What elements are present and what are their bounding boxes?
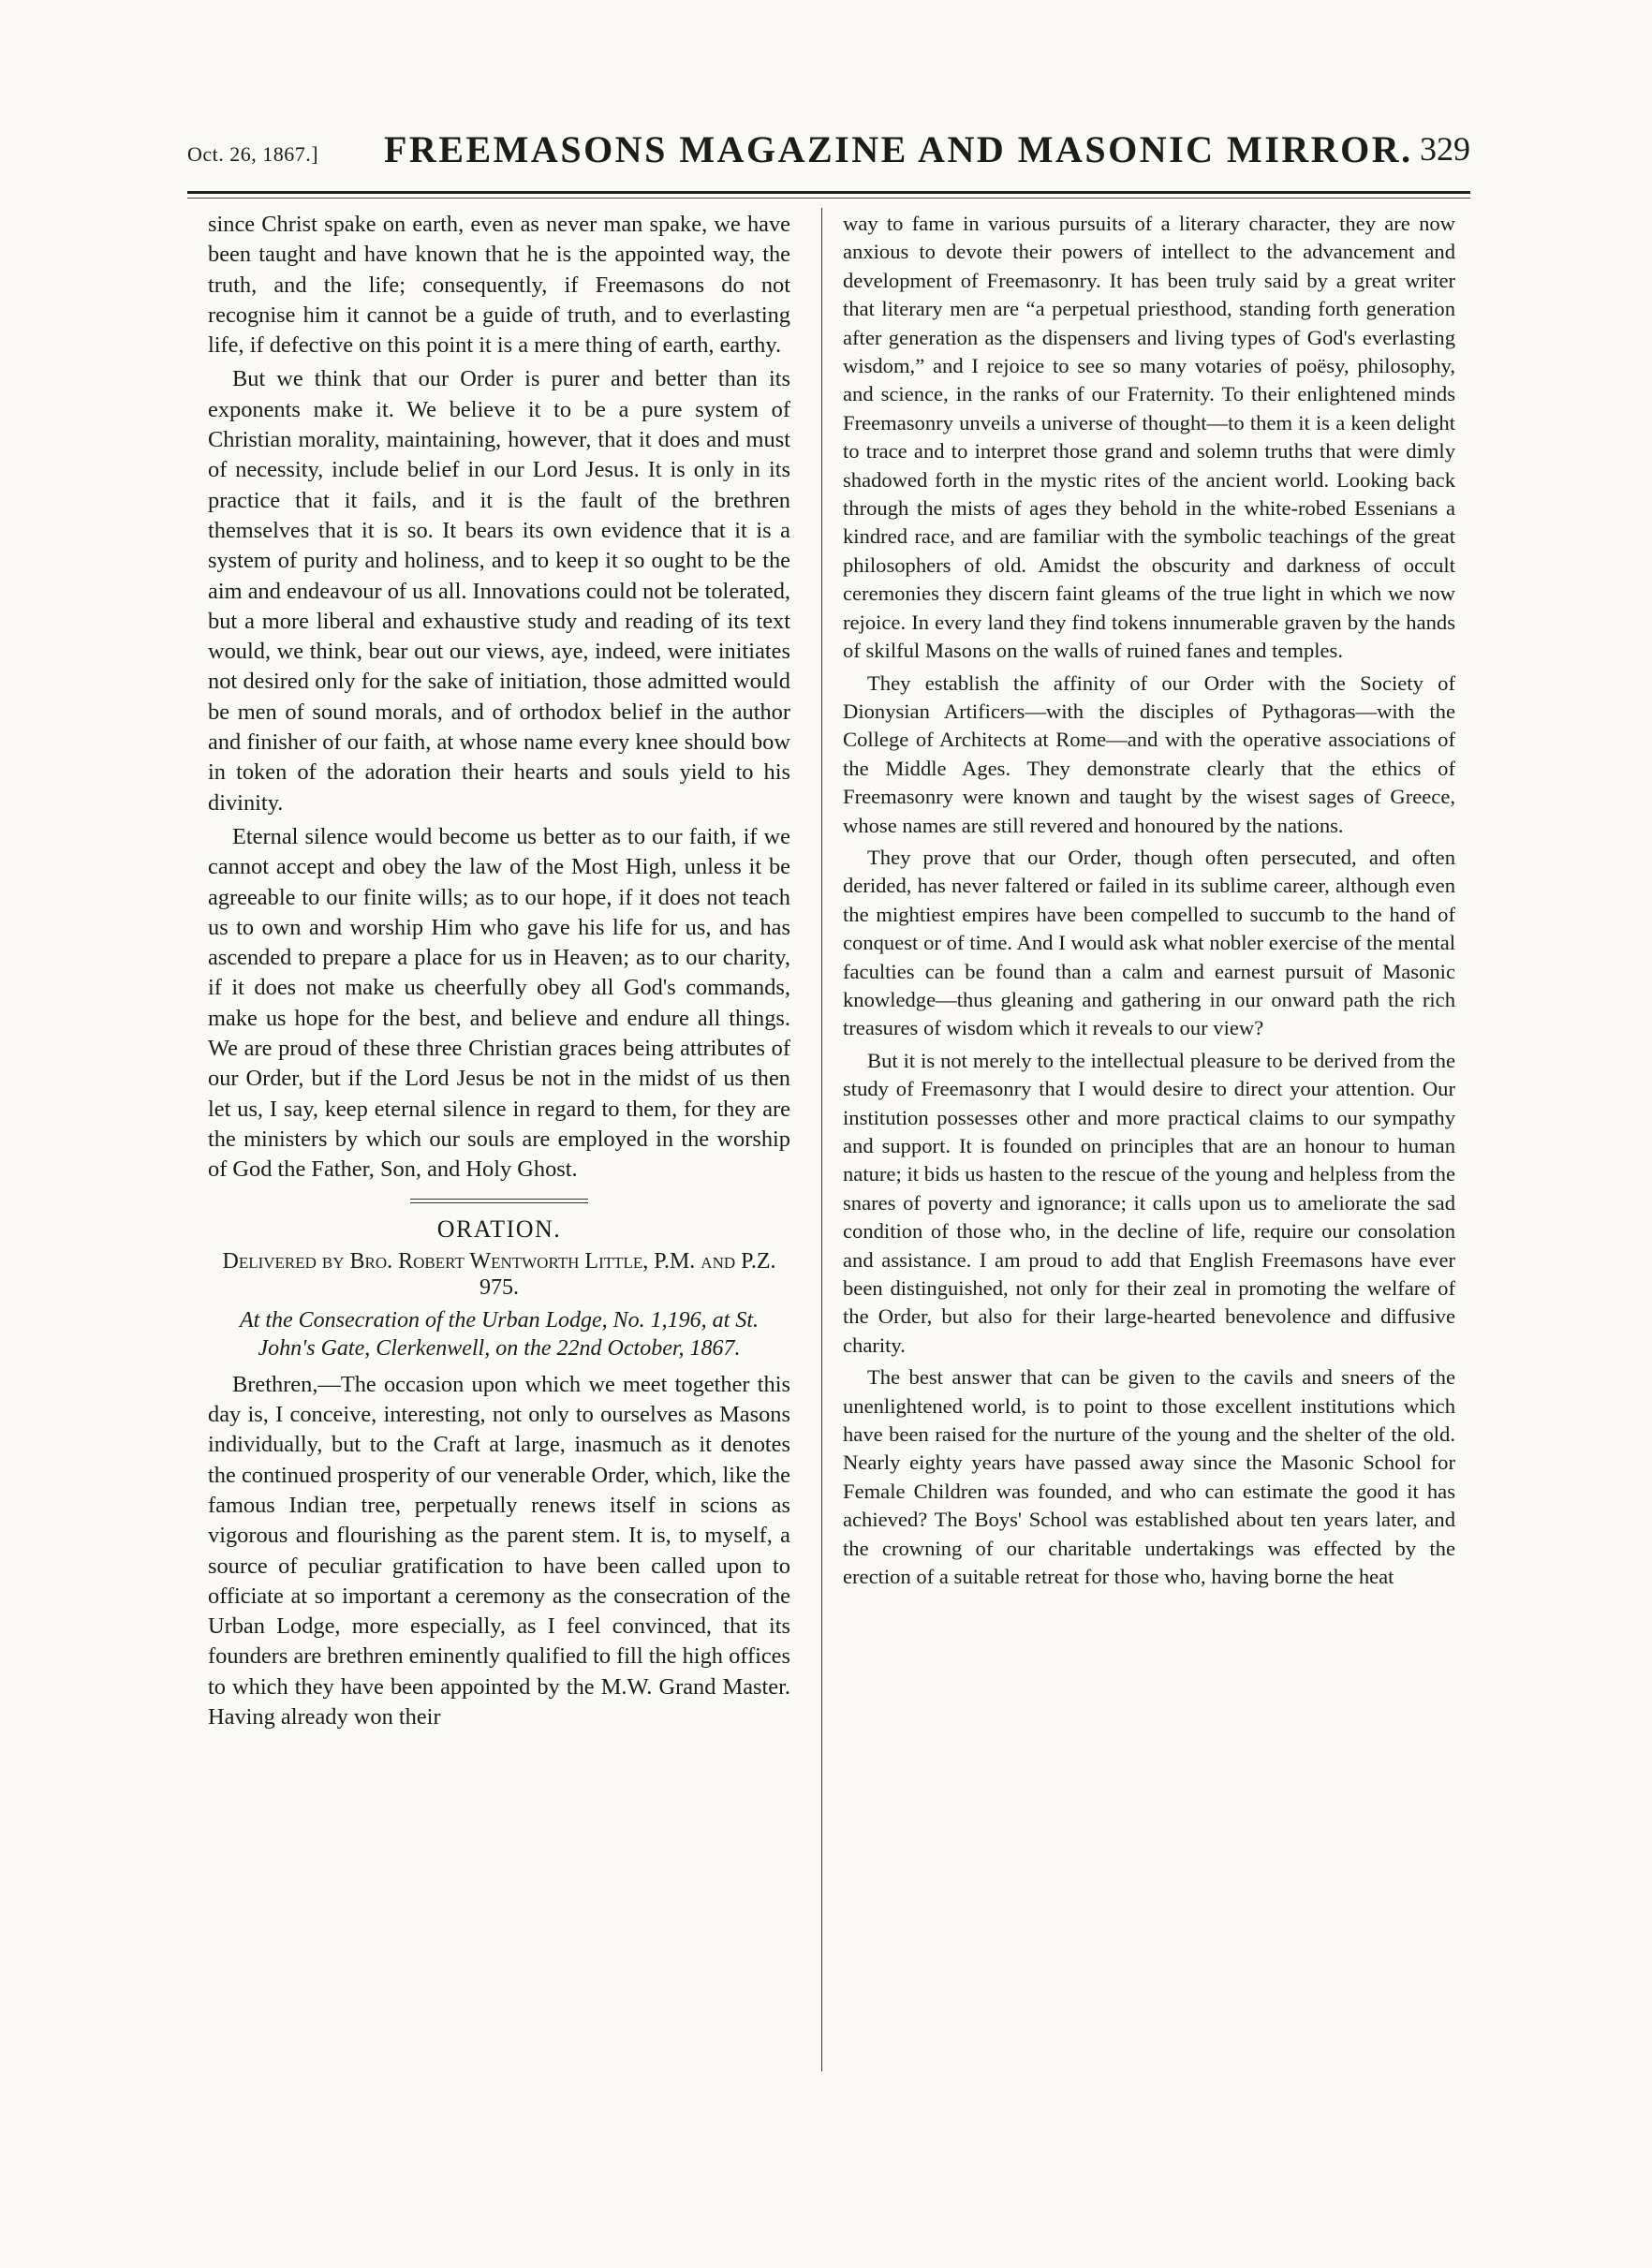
paragraph: Eternal silence would become us better as to our faith, if we cannot accept and obey the law of the Most High, unless it be agreeable to our finite wills; as to our hope, if it does not teach us to own and worship Him who gave his life for us, and has ascended to prepare a place for us in Heaven; as to our charity, if it does not make us cheerfully obey all God's commands, make us hope for the best, and believe and endure all things. We are proud of these three Christian graces being attributes of our Order, but if the Lord Jesus be not in the midst of us then let us, I say, keep eternal silence in regard to them, for they are the ministers by which our souls are employed in the worship of God the Father, Son, and Holy Ghost. [208, 823, 790, 1183]
article-title: ORATION. [436, 1215, 562, 1243]
paragraph: But it is not merely to the intellectual pleasure to be derived from the study of Freemasonry that I would desire to direct your attention. Our institution possesses other and more practical claims to our sympathy and support. It is founded on principles that are an honour to human nature; it bids us hasten to the rescue of the young and helpless from the snares of poverty and ignorance; it calls upon us to ameliorate the sad condition of those who, in the decline of life, require our consolation and assistance. I am proud to add that English Freemasons have ever been distinguished, not only for their zeal in promoting the welfare of the Order, but also for their large-hearted benevolence and diffusive charity. [843, 1048, 1455, 1357]
paragraph: They prove that our Order, though often persecuted, and often derided, has never faltered or failed in its sublime career, although even the mightiest empires have been compelled to succumb to the hand of conquest or of time. And I would ask what nobler exercise of the mental faculties can be found than a calm and earnest pursuit of Masonic knowledge—thus gleaning and gathering in our onward path the rich treasures of wisdom which it reveals to our view? [843, 845, 1455, 1040]
paragraph: Brethren,—The occasion upon which we meet together this day is, I conceive, interesting, not only to ourselves as Masons individually, but to the Craft at large, inasmuch as it denotes the continued prosperity of our venerable Order, which, like the famous Indian tree, perpetually renews itself in scions as vigorous and flourishing as the parent stem. It is, to myself, a source of peculiar gratification to have been called upon to officiate at so important a ceremony as the consecration of the Urban Lodge, more especially, as I feel convinced, that its founders are brethren eminently qualified to fill the high offices to which they have been appointed by the M.W. Grand Master. Having already won their [208, 1371, 790, 1730]
section-divider [410, 1199, 588, 1203]
header-rule [187, 191, 1470, 194]
right-column [843, 210, 1455, 1596]
left-column [208, 210, 790, 1736]
column-rule [821, 208, 822, 2071]
paragraph: since Christ spake on earth, even as never man spake, we have been taught and have known that he is the appointed way, the truth, and the life; consequently, if Freemasons do not recognise him it cannot be a guide of truth, and to everlasting life, if defective on this point it is a mere thing of earth, earthy. [208, 212, 790, 359]
paragraph: way to fame in various pursuits of a literary character, they are now anxious to devote their powers of intellect to the advancement and development of Freemasonry. It has been truly said by a great writer that literary men are “a perpetual priesthood, standing forth generation after generation as the dispensers and living types of God's everlasting wisdom,” and I rejoice to see so many votaries of poësy, philosophy, and science, in the ranks of our Fraternity. To their enlightened minds Freemasonry unveils a universe of thought—to them it is a keen delight to trace and to interpret those grand and solemn truths that were dimly shadowed forth in the mystic rites of the ancient world. Looking back through the mists of ages they behold in the white-robed Essenians a kindred race, and are familiar with the symbolic teachings of the great philosophers of old. Amidst the obscurity and darkness of occult ceremonies they discern faint gleams of the true light in which we now rejoice. In every land they find tokens innumerable graven by the hands of skilful Masons on the walls of ruined fanes and temples. [843, 212, 1455, 663]
paragraph: They establish the affinity of our Order with the Society of Dionysian Artificers—with the disciples of Pythagoras—with the College of Architects at Rome—and with the operative associations of the Middle Ages. They demonstrate clearly that the ethics of Freemasonry were known and taught by the wisest sages of Greece, whose names are still revered and honoured by the nations. [843, 670, 1455, 837]
article-byline: Delivered by Bro. Robert Wentworth Little, P.M. and P.Z. 975. [222, 1248, 776, 1300]
paragraph: But we think that our Order is purer and better than its exponents make it. We believe it to be a pure system of Christian morality, maintaining, however, that it does and must of necessity, include belief in our Lord Jesus. It is only in its practice that it fails, and it is the fault of the brethren themselves that it is so. It bears its own evidence that it is a system of purity and holiness, and to keep it so ought to be the aim and endeavour of us all. Innovations could not be tolerated, but a more liberal and exhaustive study and reading of its text would, we think, bear out our views, aye, indeed, were initiates not desired only for the sake of initiation, those admitted would be men of sound morals, and of orthodox belief in the author and finisher of our faith, at whose name every knee should bow in token of the adoration their hearts and souls yield to his divinity. [208, 366, 790, 816]
issue-date: Oct. 26, 1867.] [187, 142, 319, 166]
page-header [187, 122, 1470, 178]
header-rule-thin [187, 198, 1470, 199]
paragraph: The best answer that can be given to the cavils and sneers of the unenlightened world, is to point to those excellent institutions which have been raised for the nurture of the young and the shelter of the old. Nearly eighty years have passed away since the Masonic School for Female Children was founded, and who can estimate the good it has achieved? The Boys' School was established about ten years later, and the crowning of our charitable undertakings was effected by the erection of a suitable retreat for those who, having borne the heat [843, 1365, 1455, 1589]
magazine-title: FREEMASONS MAGAZINE AND MASONIC MIRROR. [384, 128, 1413, 170]
article-subtitle: At the Consecration of the Urban Lodge, No. 1,196, at St. John's Gate, Clerkenwell, on the 22nd October, 1867. [240, 1307, 759, 1361]
page-number: 329 [1420, 130, 1470, 168]
